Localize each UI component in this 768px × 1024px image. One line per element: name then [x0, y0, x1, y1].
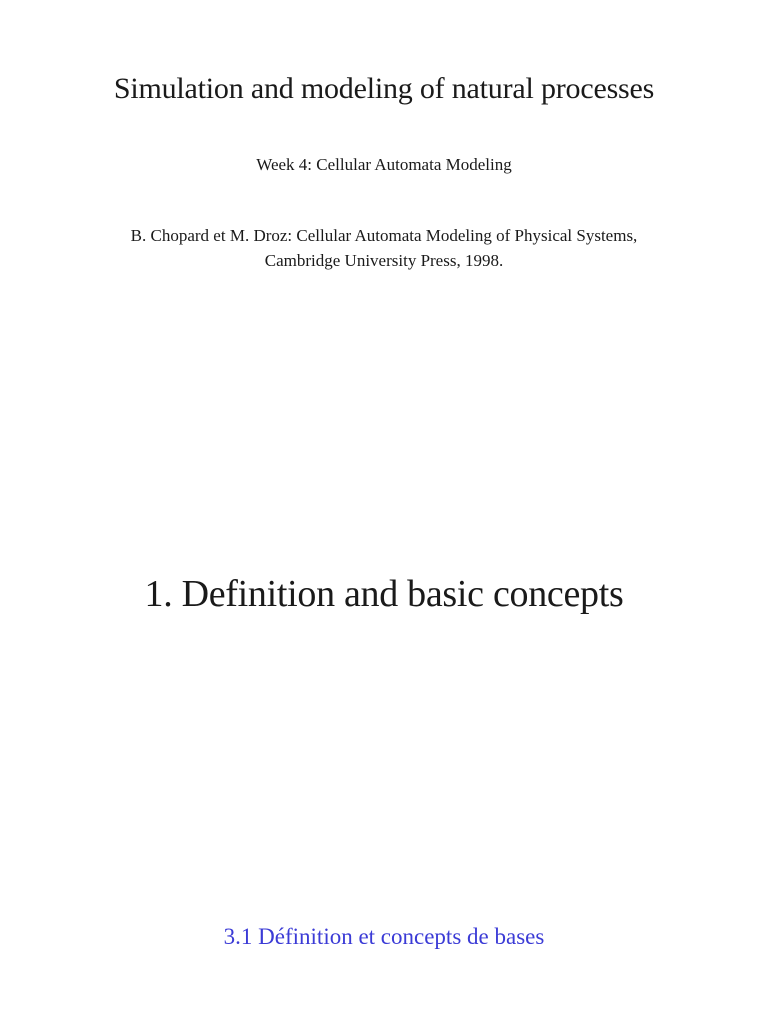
section-heading: 1. Definition and basic concepts: [144, 573, 624, 615]
page-title: Simulation and modeling of natural processes: [113, 72, 655, 105]
reference-line-1: B. Chopard et M. Droz: Cellular Automata Modeling of Physical Systems,: [130, 226, 638, 245]
section-translation: 3.1 Définition et concepts de bases: [223, 924, 545, 949]
reference-line-2: Cambridge University Press, 1998.: [264, 251, 504, 270]
page-subtitle: Week 4: Cellular Automata Modeling: [256, 155, 512, 174]
